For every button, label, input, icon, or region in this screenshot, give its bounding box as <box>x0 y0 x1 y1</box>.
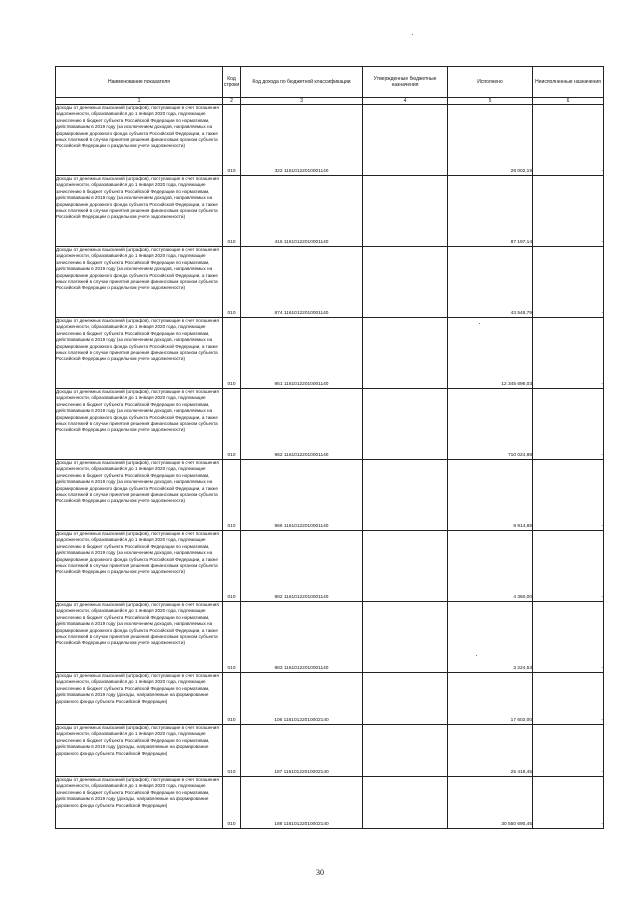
row-kbk: 951 11610122010001140 <box>241 318 363 389</box>
row-name: Доходы от денежных взысканий (штрафов), поступающие в счет погашения задолженности, образовавшейся до 1 января 2020 года, подлежащие зачислению в бюджет субъекта Российской Федерации по нормативам, действовавшим в 2019 году (доходы, направляемые на формирование дорожного фонда субъекта Российской Федерации) <box>56 673 223 725</box>
row-executed: 87 197,14 <box>448 176 533 247</box>
row-name: Доходы от денежных взысканий (штрафов), поступающие в счет погашения задолженности, образовавшейся до 1 января 2020 года, подлежащие зачислению в бюджет субъекта Российской Федерации по нормативам, действовавшим в 2019 году (за исключением доходов, направляемых на формирование дорожного фонда субъекта Российской Федерации, а также иных платежей в случае принятия решения финансовым органом субъекта Российской Федерации о раздельном учете задолженности) <box>56 318 223 389</box>
header-name: Наименование показателя <box>56 67 223 98</box>
row-executed: 25 418,45 <box>448 725 533 777</box>
row-executed: 17 602,00 <box>448 673 533 725</box>
row-name: Доходы от денежных взысканий (штрафов), поступающие в счет погашения задолженности, образовавшейся до 1 января 2020 года, подлежащие зачислению в бюджет субъекта Российской Федерации по нормативам, действовавшим в 2019 году (доходы, направляемые на формирование дорожного фонда субъекта Российской Федерации) <box>56 725 223 777</box>
row-executed: 3 224,53 <box>448 602 533 673</box>
row-code: 010 <box>223 176 241 247</box>
header-executed: Исполнено <box>448 67 533 98</box>
header-approved: Утвержденные бюджетные назначения <box>363 67 448 98</box>
row-unexecuted: - <box>533 602 604 673</box>
row-code: 010 <box>223 318 241 389</box>
row-name: Доходы от денежных взысканий (штрафов), поступающие в счет погашения задолженности, образовавшейся до 1 января 2020 года, подлежащие зачислению в бюджет субъекта Российской Федерации по нормативам, действовавшим в 2019 году (за исключением доходов, направляемых на формирование дорожного фонда субъекта Российской Федерации, а также иных платежей в случае принятия решения финансовым органом субъекта Российской Федерации о раздельном учете задолженности) <box>56 602 223 673</box>
column-index: 1 <box>56 98 223 105</box>
row-name: Доходы от денежных взысканий (штрафов), поступающие в счет погашения задолженности, образовавшейся до 1 января 2020 года, подлежащие зачислению в бюджет субъекта Российской Федерации по нормативам, действовавшим в 2019 году (за исключением доходов, направляемых на формирование дорожного фонда субъекта Российской Федерации, а также иных платежей в случае принятия решения финансовым органом субъекта Российской Федерации о раздельном учете задолженности) <box>56 105 223 176</box>
row-name: Доходы от денежных взысканий (штрафов), поступающие в счет погашения задолженности, образовавшейся до 1 января 2020 года, подлежащие зачислению в бюджет субъекта Российской Федерации по нормативам, действовавшим в 2019 году (за исключением доходов, направляемых на формирование дорожного фонда субъекта Российской Федерации, а также иных платежей в случае принятия решения финансовым органом субъекта Российской Федерации о раздельном учете задолженности) <box>56 531 223 602</box>
row-name: Доходы от денежных взысканий (штрафов), поступающие в счет погашения задолженности, образовавшейся до 1 января 2020 года, подлежащие зачислению в бюджет субъекта Российской Федерации по нормативам, действовавшим в 2019 году (за исключением доходов, направляемых на формирование дорожного фонда субъекта Российской Федерации, а также иных платежей в случае принятия решения финансовым органом субъекта Российской Федерации о раздельном учете задолженности) <box>56 389 223 460</box>
row-approved <box>363 531 448 602</box>
row-unexecuted: - <box>533 176 604 247</box>
header-code: Код строки <box>223 67 241 98</box>
row-code: 010 <box>223 105 241 176</box>
header-unexecuted: Неисполненные назначения <box>533 67 604 98</box>
row-executed: 12 345 696,03 <box>448 318 533 389</box>
row-kbk: 322 11610122010001140 <box>241 105 363 176</box>
row-unexecuted: - <box>533 673 604 725</box>
row-approved <box>363 176 448 247</box>
table-row <box>56 389 604 460</box>
scan-speck <box>476 655 477 656</box>
budget-execution-table <box>55 66 604 829</box>
row-kbk: 982 11610122010001140 <box>241 531 363 602</box>
row-approved <box>363 460 448 531</box>
row-name: Доходы от денежных взысканий (штрафов), поступающие в счет погашения задолженности, образовавшейся до 1 января 2020 года, подлежащие зачислению в бюджет субъекта Российской Федерации по нормативам, действовавшим в 2019 году (доходы, направляемые на формирование дорожного фонда субъекта Российской Федерации) <box>56 777 223 829</box>
row-name: Доходы от денежных взысканий (штрафов), поступающие в счет погашения задолженности, образовавшейся до 1 января 2020 года, подлежащие зачислению в бюджет субъекта Российской Федерации по нормативам, действовавшим в 2019 году (за исключением доходов, направляемых на формирование дорожного фонда субъекта Российской Федерации, а также иных платежей в случае принятия решения финансовым органом субъекта Российской Федерации о раздельном учете задолженности) <box>56 247 223 318</box>
row-kbk: 188 11610122010002140 <box>241 777 363 829</box>
row-unexecuted: - <box>533 460 604 531</box>
row-unexecuted: - <box>533 389 604 460</box>
row-code: 010 <box>223 602 241 673</box>
row-unexecuted: - <box>533 531 604 602</box>
scan-speck <box>479 323 480 324</box>
table-row <box>56 460 604 531</box>
row-unexecuted: - <box>533 777 604 829</box>
column-index-row <box>56 98 604 105</box>
row-kbk: 106 11610122010002140 <box>241 673 363 725</box>
row-kbk: 962 11610122010001140 <box>241 389 363 460</box>
row-name: Доходы от денежных взысканий (штрафов), поступающие в счет погашения задолженности, образовавшейся до 1 января 2020 года, подлежащие зачислению в бюджет субъекта Российской Федерации по нормативам, действовавшим в 2019 году (за исключением доходов, направляемых на формирование дорожного фонда субъекта Российской Федерации, а также иных платежей в случае принятия решения финансовым органом субъекта Российской Федерации о раздельном учете задолженности) <box>56 176 223 247</box>
table-row <box>56 318 604 389</box>
row-executed: 710 024,88 <box>448 389 533 460</box>
column-index: 5 <box>448 98 533 105</box>
table-row <box>56 531 604 602</box>
row-unexecuted: - <box>533 318 604 389</box>
row-executed: 4 360,00 <box>448 531 533 602</box>
table-row <box>56 247 604 318</box>
row-approved <box>363 318 448 389</box>
table-row <box>56 673 604 725</box>
row-kbk: 983 11610122010001140 <box>241 602 363 673</box>
row-code: 010 <box>223 531 241 602</box>
header-kbk: Код дохода по бюджетной классификации <box>241 67 363 98</box>
row-code: 010 <box>223 777 241 829</box>
row-code: 010 <box>223 460 241 531</box>
scan-speck <box>412 34 413 35</box>
row-executed: 43 548,79 <box>448 247 533 318</box>
header-row <box>56 67 604 98</box>
row-code: 010 <box>223 725 241 777</box>
row-approved <box>363 673 448 725</box>
table-row <box>56 777 604 829</box>
page-number: 30 <box>316 868 324 877</box>
row-executed: 28 002,19 <box>448 105 533 176</box>
column-index: 3 <box>241 98 363 105</box>
row-kbk: 415 11610122010001140 <box>241 176 363 247</box>
column-index: 4 <box>363 98 448 105</box>
row-kbk: 966 11610122010001140 <box>241 460 363 531</box>
row-approved <box>363 389 448 460</box>
table-row <box>56 105 604 176</box>
table-row <box>56 176 604 247</box>
row-approved <box>363 602 448 673</box>
row-kbk: 874 11610122010001140 <box>241 247 363 318</box>
row-approved <box>363 777 448 829</box>
row-approved <box>363 247 448 318</box>
row-approved <box>363 725 448 777</box>
row-code: 010 <box>223 673 241 725</box>
row-code: 010 <box>223 389 241 460</box>
row-unexecuted: - <box>533 725 604 777</box>
row-approved <box>363 105 448 176</box>
row-executed: 8 914,89 <box>448 460 533 531</box>
row-executed: 30 550 690,45 <box>448 777 533 829</box>
row-unexecuted: - <box>533 105 604 176</box>
row-code: 010 <box>223 247 241 318</box>
row-name: Доходы от денежных взысканий (штрафов), поступающие в счет погашения задолженности, образовавшейся до 1 января 2020 года, подлежащие зачислению в бюджет субъекта Российской Федерации по нормативам, действовавшим в 2019 году (за исключением доходов, направляемых на формирование дорожного фонда субъекта Российской Федерации, а также иных платежей в случае принятия решения финансовым органом субъекта Российской Федерации о раздельном учете задолженности) <box>56 460 223 531</box>
column-index: 6 <box>533 98 604 105</box>
column-index: 2 <box>223 98 241 105</box>
table-row <box>56 602 604 673</box>
table-row <box>56 725 604 777</box>
row-unexecuted: - <box>533 247 604 318</box>
row-kbk: 187 11610122010002140 <box>241 725 363 777</box>
